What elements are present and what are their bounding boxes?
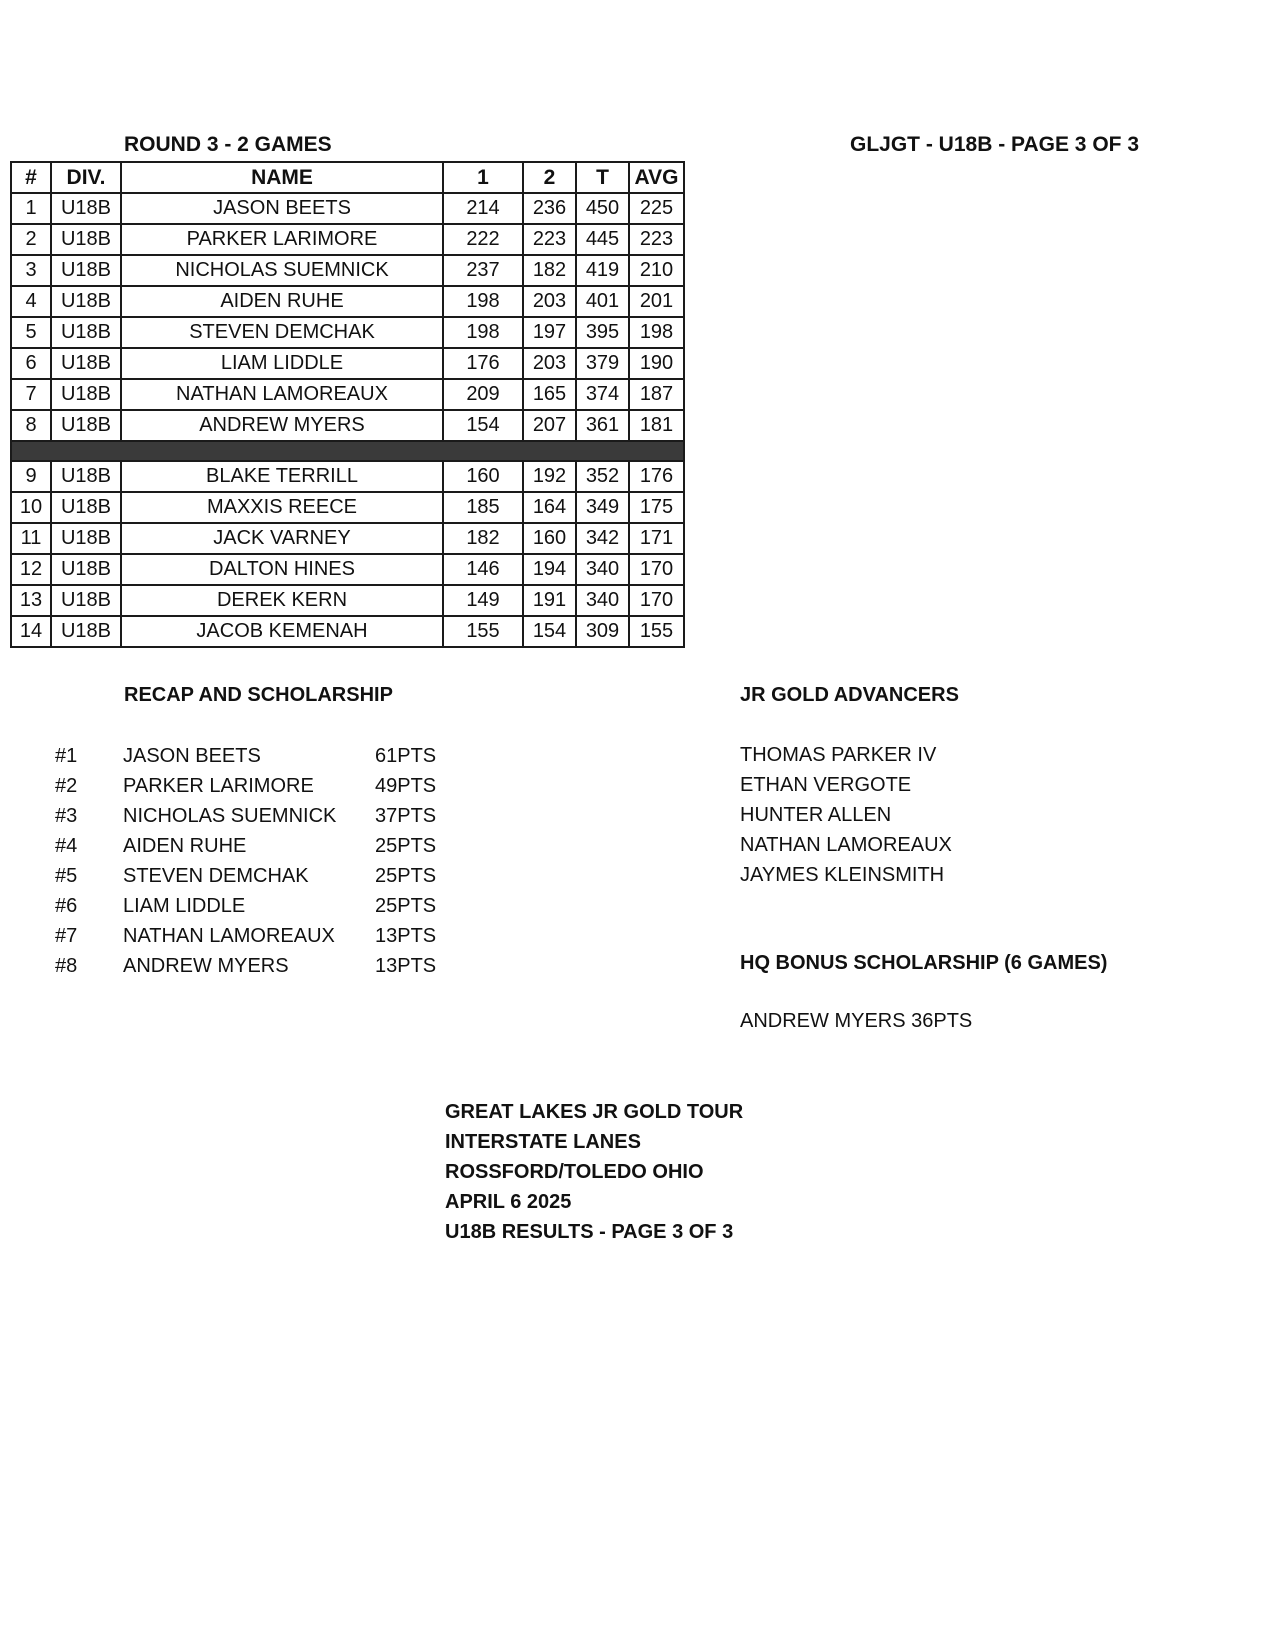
game-1-cell: 209 [443, 379, 523, 410]
total-cell: 340 [576, 554, 629, 585]
name-cell: DEREK KERN [121, 585, 443, 616]
division-cell: U18B [51, 523, 121, 554]
average-cell: 181 [629, 410, 684, 441]
list-item [55, 951, 455, 981]
rank-cell: 2 [11, 224, 51, 255]
advancer-name: ETHAN VERGOTE [740, 774, 912, 796]
total-cell: 342 [576, 523, 629, 554]
name-cell: JACOB KEMENAH [121, 616, 443, 647]
table-row [11, 317, 684, 348]
average-cell: 171 [629, 523, 684, 554]
rank-cell: 1 [11, 193, 51, 224]
advancer-name: NATHAN LAMOREAUX [740, 834, 952, 856]
results-body [11, 193, 684, 647]
rank-cell: 6 [11, 348, 51, 379]
rank-cell: 11 [11, 523, 51, 554]
game-1-cell: 198 [443, 317, 523, 348]
table-row [11, 348, 684, 379]
game-1-cell: 149 [443, 585, 523, 616]
header-division: DIV. [51, 162, 121, 193]
rank-cell: 3 [11, 255, 51, 286]
recap-name: ANDREW MYERS [123, 955, 289, 977]
average-cell: 176 [629, 461, 684, 492]
recap-name: AIDEN RUHE [123, 835, 247, 857]
recap-rank: #5 [55, 865, 78, 887]
recap-name: NICHOLAS SUEMNICK [123, 805, 337, 827]
game-2-cell: 165 [523, 379, 576, 410]
footer-line: GREAT LAKES JR GOLD TOUR [445, 1101, 744, 1123]
advancers-title: JR GOLD ADVANCERS [740, 684, 959, 706]
total-cell: 340 [576, 585, 629, 616]
recap-points: 37PTS [375, 805, 437, 827]
game-1-cell: 222 [443, 224, 523, 255]
total-cell: 361 [576, 410, 629, 441]
recap-list [55, 741, 455, 981]
recap-name: LIAM LIDDLE [123, 895, 246, 917]
division-cell: U18B [51, 410, 121, 441]
division-cell: U18B [51, 193, 121, 224]
game-2-cell: 164 [523, 492, 576, 523]
total-cell: 352 [576, 461, 629, 492]
header-average: AVG [629, 162, 684, 193]
game-2-cell: 192 [523, 461, 576, 492]
average-cell: 155 [629, 616, 684, 647]
name-cell: MAXXIS REECE [121, 492, 443, 523]
page-label: GLJGT - U18B - PAGE 3 OF 3 [850, 133, 1139, 156]
average-cell: 170 [629, 554, 684, 585]
cut-line-cell [11, 441, 684, 461]
rank-cell: 7 [11, 379, 51, 410]
name-cell: STEVEN DEMCHAK [121, 317, 443, 348]
name-cell: NICHOLAS SUEMNICK [121, 255, 443, 286]
game-1-cell: 154 [443, 410, 523, 441]
recap-rank: #4 [55, 835, 78, 857]
table-row [11, 286, 684, 317]
list-item [55, 831, 455, 861]
total-cell: 419 [576, 255, 629, 286]
advancer-name: THOMAS PARKER IV [740, 744, 937, 766]
total-cell: 379 [576, 348, 629, 379]
recap-points: 61PTS [375, 745, 437, 767]
game-2-cell: 203 [523, 348, 576, 379]
table-row [11, 193, 684, 224]
footer-line: INTERSTATE LANES [445, 1131, 641, 1153]
game-1-cell: 160 [443, 461, 523, 492]
game-2-cell: 197 [523, 317, 576, 348]
division-cell: U18B [51, 616, 121, 647]
recap-rank: #2 [55, 775, 78, 797]
game-1-cell: 198 [443, 286, 523, 317]
table-header-row [11, 162, 684, 193]
recap-name: STEVEN DEMCHAK [123, 865, 309, 887]
recap-points: 49PTS [375, 775, 437, 797]
game-2-cell: 154 [523, 616, 576, 647]
recap-rank: #1 [55, 745, 78, 767]
table-row [11, 379, 684, 410]
bonus-entry: ANDREW MYERS 36PTS [740, 1010, 973, 1032]
average-cell: 198 [629, 317, 684, 348]
rank-cell: 8 [11, 410, 51, 441]
cut-line-divider [11, 441, 684, 461]
division-cell: U18B [51, 554, 121, 585]
division-cell: U18B [51, 255, 121, 286]
game-1-cell: 182 [443, 523, 523, 554]
table-row [11, 255, 684, 286]
name-cell: BLAKE TERRILL [121, 461, 443, 492]
game-2-cell: 223 [523, 224, 576, 255]
total-cell: 395 [576, 317, 629, 348]
table-row [11, 616, 684, 647]
average-cell: 225 [629, 193, 684, 224]
recap-rank: #3 [55, 805, 78, 827]
average-cell: 175 [629, 492, 684, 523]
game-2-cell: 207 [523, 410, 576, 441]
recap-name: NATHAN LAMOREAUX [123, 925, 335, 947]
recap-points: 25PTS [375, 835, 437, 857]
game-1-cell: 237 [443, 255, 523, 286]
list-item [55, 741, 455, 771]
total-cell: 349 [576, 492, 629, 523]
results-table [10, 161, 685, 648]
recap-title: RECAP AND SCHOLARSHIP [124, 684, 393, 706]
footer-line: APRIL 6 2025 [445, 1191, 572, 1213]
recap-name: PARKER LARIMORE [123, 775, 314, 797]
name-cell: JASON BEETS [121, 193, 443, 224]
average-cell: 223 [629, 224, 684, 255]
recap-name: JASON BEETS [123, 745, 261, 767]
average-cell: 210 [629, 255, 684, 286]
recap-points: 25PTS [375, 865, 437, 887]
rank-cell: 5 [11, 317, 51, 348]
rank-cell: 14 [11, 616, 51, 647]
rank-cell: 12 [11, 554, 51, 585]
list-item [55, 891, 455, 921]
division-cell: U18B [51, 585, 121, 616]
table-row [11, 410, 684, 441]
name-cell: JACK VARNEY [121, 523, 443, 554]
game-1-cell: 185 [443, 492, 523, 523]
rank-cell: 13 [11, 585, 51, 616]
game-1-cell: 155 [443, 616, 523, 647]
recap-rank: #7 [55, 925, 78, 947]
round-title: ROUND 3 - 2 GAMES [124, 133, 332, 156]
rank-cell: 4 [11, 286, 51, 317]
recap-points: 25PTS [375, 895, 437, 917]
division-cell: U18B [51, 348, 121, 379]
game-1-cell: 214 [443, 193, 523, 224]
total-cell: 374 [576, 379, 629, 410]
header-game-1: 1 [443, 162, 523, 193]
list-item [55, 771, 455, 801]
table-row [11, 585, 684, 616]
table-row [11, 523, 684, 554]
division-cell: U18B [51, 224, 121, 255]
list-item [55, 861, 455, 891]
advancer-name: HUNTER ALLEN [740, 804, 892, 826]
total-cell: 401 [576, 286, 629, 317]
advancers-list [740, 740, 1140, 890]
rank-cell: 9 [11, 461, 51, 492]
name-cell: ANDREW MYERS [121, 410, 443, 441]
game-2-cell: 203 [523, 286, 576, 317]
game-2-cell: 236 [523, 193, 576, 224]
game-2-cell: 191 [523, 585, 576, 616]
rank-cell: 10 [11, 492, 51, 523]
division-cell: U18B [51, 492, 121, 523]
recap-rank: #6 [55, 895, 78, 917]
average-cell: 190 [629, 348, 684, 379]
game-1-cell: 146 [443, 554, 523, 585]
recap-points: 13PTS [375, 925, 437, 947]
name-cell: LIAM LIDDLE [121, 348, 443, 379]
total-cell: 445 [576, 224, 629, 255]
header-rank: # [11, 162, 51, 193]
list-item [55, 801, 455, 831]
footer-line: U18B RESULTS - PAGE 3 OF 3 [445, 1221, 734, 1243]
division-cell: U18B [51, 317, 121, 348]
division-cell: U18B [51, 461, 121, 492]
name-cell: DALTON HINES [121, 554, 443, 585]
name-cell: AIDEN RUHE [121, 286, 443, 317]
division-cell: U18B [51, 286, 121, 317]
header-name: NAME [121, 162, 443, 193]
table-row [11, 461, 684, 492]
advancer-name: JAYMES KLEINSMITH [740, 864, 945, 886]
footer-line: ROSSFORD/TOLEDO OHIO [445, 1161, 704, 1183]
header-game-2: 2 [523, 162, 576, 193]
header-total: T [576, 162, 629, 193]
total-cell: 450 [576, 193, 629, 224]
table-row [11, 492, 684, 523]
game-2-cell: 194 [523, 554, 576, 585]
division-cell: U18B [51, 379, 121, 410]
game-2-cell: 182 [523, 255, 576, 286]
average-cell: 170 [629, 585, 684, 616]
recap-points: 13PTS [375, 955, 437, 977]
name-cell: PARKER LARIMORE [121, 224, 443, 255]
table-row [11, 224, 684, 255]
list-item [55, 921, 455, 951]
game-2-cell: 160 [523, 523, 576, 554]
game-1-cell: 176 [443, 348, 523, 379]
bonus-title: HQ BONUS SCHOLARSHIP (6 GAMES) [740, 952, 1108, 974]
footer-block [445, 1097, 845, 1247]
table-row [11, 554, 684, 585]
average-cell: 187 [629, 379, 684, 410]
average-cell: 201 [629, 286, 684, 317]
recap-rank: #8 [55, 955, 78, 977]
total-cell: 309 [576, 616, 629, 647]
name-cell: NATHAN LAMOREAUX [121, 379, 443, 410]
